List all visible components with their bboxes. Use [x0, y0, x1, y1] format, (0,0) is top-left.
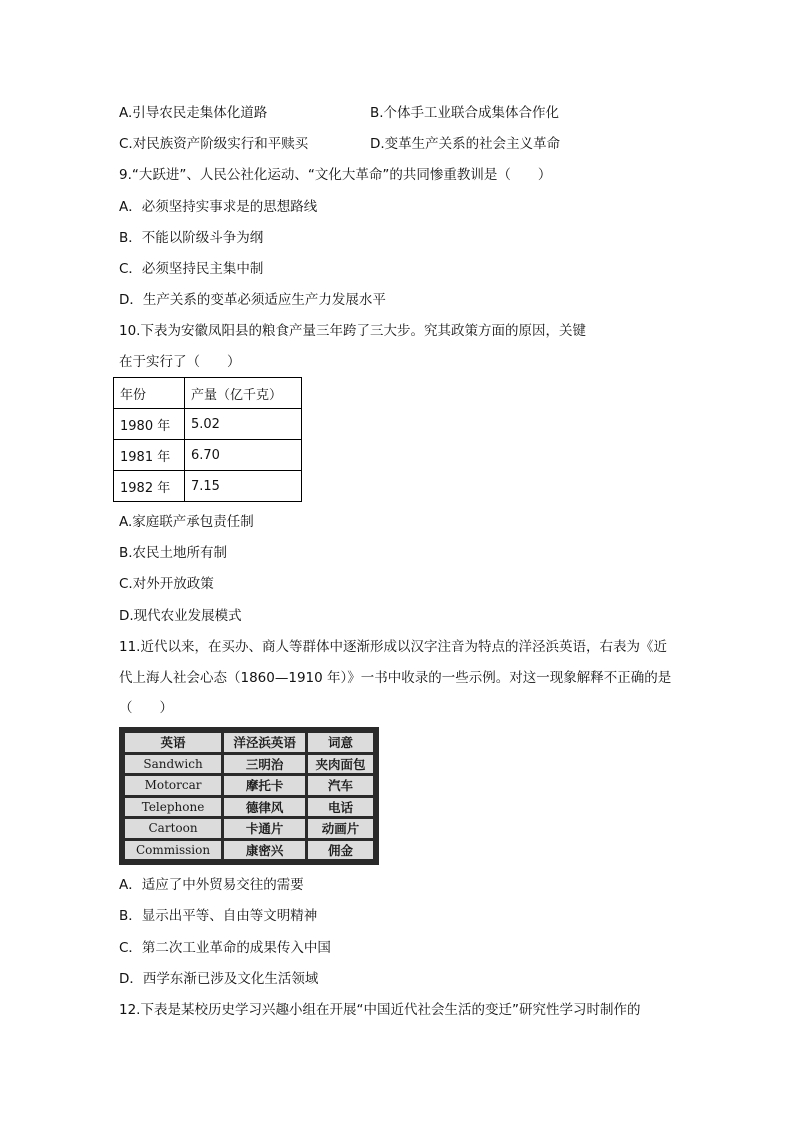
q10-option-a: A.家庭联产承包责任制 — [119, 514, 254, 530]
table-cell-pidgin: 摩托卡 — [224, 776, 305, 795]
table-cell-english: Sandwich — [125, 755, 221, 774]
table-cell-english: Telephone — [125, 798, 221, 817]
table-header-cell: 洋泾浜英语 — [224, 733, 305, 752]
table-cell-output: 7.15 — [185, 471, 302, 502]
table-cell-year: 1980 年 — [114, 409, 185, 440]
q11-stem-line3: （ ） — [119, 700, 173, 716]
q9-stem: 9.“大跃进”、人民公社化运动、“文化大革命”的共同惨重教训是（ ） — [119, 167, 552, 183]
q11-stem-line2: 代上海人社会心态（1860—1910 年）》一书中收录的一些示例。对这一现象解释不正确的是 — [119, 670, 672, 686]
table-row — [125, 798, 373, 817]
table-row — [125, 819, 373, 838]
table-cell-pidgin: 三明治 — [224, 755, 305, 774]
table-row — [125, 776, 373, 795]
q10-stem-line1: 10.下表为安徽凤阳县的粮食产量三年跨了三大步。究其政策方面的原因，关键 — [119, 323, 586, 339]
grain-output-table — [113, 377, 302, 502]
table-cell-english: Motorcar — [125, 776, 221, 795]
table-header-cell: 词意 — [308, 733, 373, 752]
table-row — [114, 440, 302, 471]
table-cell-output: 6.70 — [185, 440, 302, 471]
table-cell-year: 1982 年 — [114, 471, 185, 502]
q9-option-b: B．不能以阶级斗争为纲 — [119, 230, 264, 246]
table-cell-meaning: 佣金 — [308, 841, 373, 860]
q10-option-d: D.现代农业发展模式 — [119, 608, 242, 624]
q11-option-d: D．西学东渐已涉及文化生活领域 — [119, 971, 319, 987]
table-cell-pidgin: 康密兴 — [224, 841, 305, 860]
q12-stem-line1: 12.下表是某校历史学习兴趣小组在开展“中国近代社会生活的变迁”研究性学习时制作的 — [119, 1002, 641, 1018]
table-row — [114, 409, 302, 440]
table-cell-meaning: 夹肉面包 — [308, 755, 373, 774]
table-row — [114, 471, 302, 502]
q8-option-b: B.个体手工业联合成集体合作化 — [370, 105, 560, 121]
table-cell-meaning: 电话 — [308, 798, 373, 817]
q9-option-a: A．必须坚持实事求是的思想路线 — [119, 199, 318, 215]
q10-option-c: C.对外开放政策 — [119, 576, 214, 592]
q9-option-c: C．必须坚持民主集中制 — [119, 261, 264, 277]
table-cell-english: Commission — [125, 841, 221, 860]
table-header-cell: 年份 — [114, 378, 185, 409]
table-cell-meaning: 动画片 — [308, 819, 373, 838]
table-cell-year: 1981 年 — [114, 440, 185, 471]
q8-option-c: C.对民族资产阶级实行和平赎买 — [119, 136, 309, 152]
table-header-cell: 产量（亿千克） — [185, 378, 302, 409]
pidgin-english-table — [122, 730, 376, 862]
table-header-row — [125, 733, 373, 752]
q8-option-a: A.引导农民走集体化道路 — [119, 105, 268, 121]
table-header-row — [114, 378, 302, 409]
q11-stem-line1: 11.近代以来，在买办、商人等群体中逐渐形成以汉字注音为特点的洋泾浜英语，右表为《近 — [119, 639, 667, 655]
q9-option-d: D．生产关系的变革必须适应生产力发展水平 — [119, 292, 386, 308]
q8-option-d: D.变革生产关系的社会主义革命 — [370, 136, 561, 152]
q11-option-b: B．显示出平等、自由等文明精神 — [119, 908, 318, 924]
table-cell-pidgin: 德律风 — [224, 798, 305, 817]
pidgin-english-table-image — [119, 727, 379, 865]
table-row — [125, 755, 373, 774]
q10-option-b: B.农民土地所有制 — [119, 545, 228, 561]
q11-option-a: A．适应了中外贸易交往的需要 — [119, 877, 304, 893]
q11-option-c: C．第二次工业革命的成果传入中国 — [119, 940, 331, 956]
table-cell-meaning: 汽车 — [308, 776, 373, 795]
table-cell-output: 5.02 — [185, 409, 302, 440]
table-cell-pidgin: 卡通片 — [224, 819, 305, 838]
table-header-cell: 英语 — [125, 733, 221, 752]
q10-stem-line2: 在于实行了（ ） — [119, 354, 241, 370]
table-cell-english: Cartoon — [125, 819, 221, 838]
table-row — [125, 841, 373, 860]
